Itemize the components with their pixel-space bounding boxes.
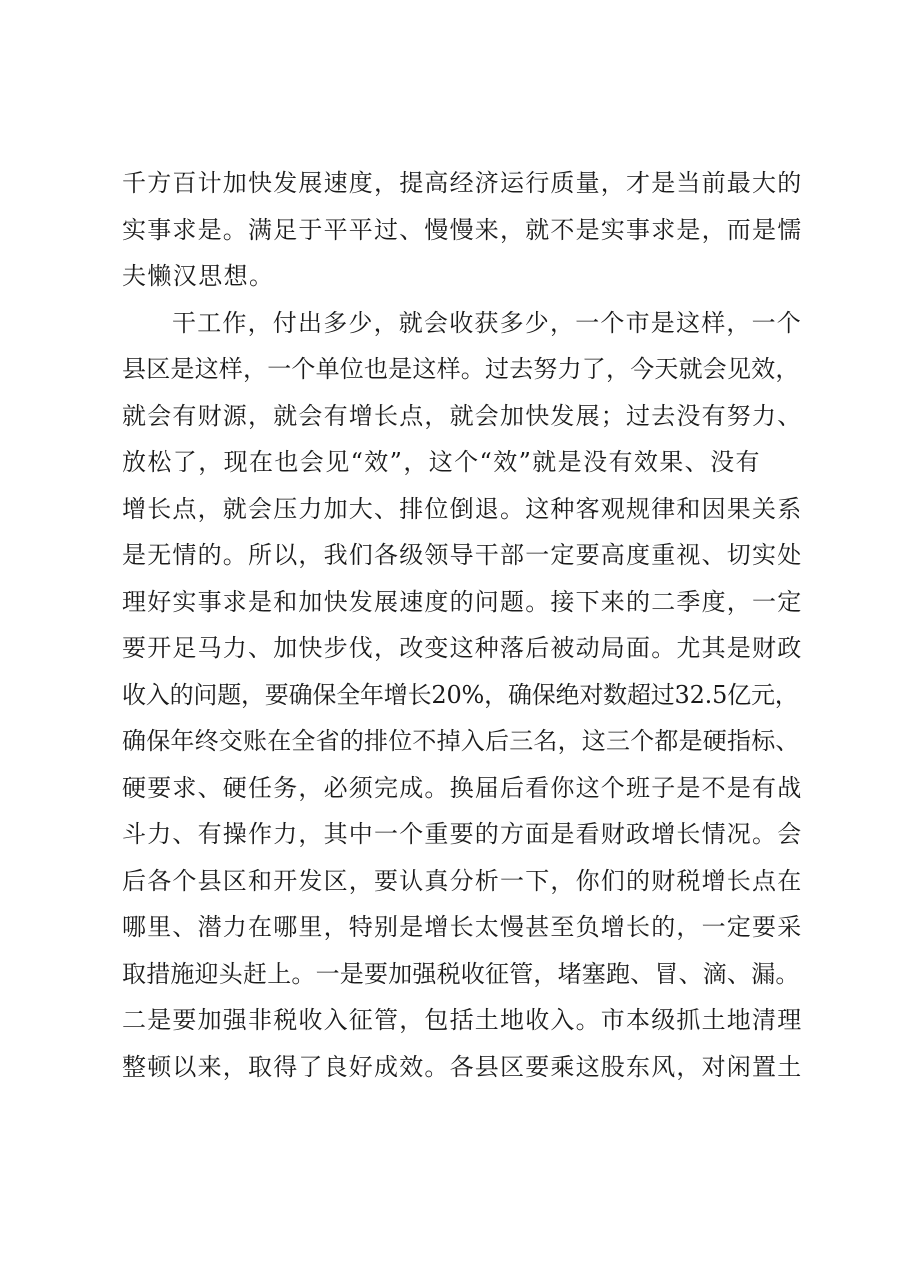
text-line: 斗力、有操作力，其中一个重要的方面是看财政增长情况。会: [122, 820, 803, 848]
text-line: 县区是这样，一个单位也是这样。过去努力了，今天就会见效，: [122, 355, 800, 383]
text-line: 是无情的。所以，我们各级领导干部一定要高度重视、切实处: [122, 541, 803, 569]
text-line: 千方百计加快发展速度，提高经济运行质量，才是当前最大的: [122, 169, 803, 197]
paragraph-first-line: 干工作，付出多少，就会收获多少，一个市是这样，一个: [172, 308, 802, 337]
text-line: 哪里、潜力在哪里，特别是增长太慢甚至负增长的，一定要采: [122, 913, 803, 941]
text-line: 增长点，就会压力加大、排位倒退。这种客观规律和因果关系: [122, 494, 803, 523]
text-line: 确保年终交账在全省的排位不掉入后三名，这三个都是硬指标、: [122, 727, 800, 755]
text-line: 取措施迎头赶上。一是要加强税收征管，堵塞跑、冒、滴、漏。: [122, 959, 800, 988]
text-line: 整顿以来，取得了良好成效。各县区要乘这股东风，对闲置土: [122, 1052, 803, 1081]
text-line: 二是要加强非税收入征管，包括土地收入。市本级抓土地清理: [122, 1006, 803, 1034]
text-line: 收入的问题，要确保全年增长20%，确保绝对数超过32.5亿元，: [122, 680, 799, 709]
text-line: 后各个县区和开发区，要认真分析一下，你们的财税增长点在: [122, 866, 803, 895]
text-line: 理好实事求是和加快发展速度的问题。接下来的二季度，一定: [122, 587, 803, 616]
document-body: [122, 160, 802, 1090]
text-line: 要开足马力、加快步伐，改变这种落后被动局面。尤其是财政: [122, 634, 803, 662]
text-line: 夫懒汉思想。: [122, 262, 275, 290]
text-line: 实事求是。满足于平平过、慢慢来，就不是实事求是，而是懦: [122, 215, 803, 244]
text-line: 硬要求、硬任务，必须完成。换届后看你这个班子是不是有战: [122, 773, 803, 802]
text-line: 就会有财源，就会有增长点，就会加快发展；过去没有努力、: [122, 401, 803, 430]
text-line: 放松了，现在也会见“效”，这个“效”就是没有效果、没有: [122, 448, 761, 476]
